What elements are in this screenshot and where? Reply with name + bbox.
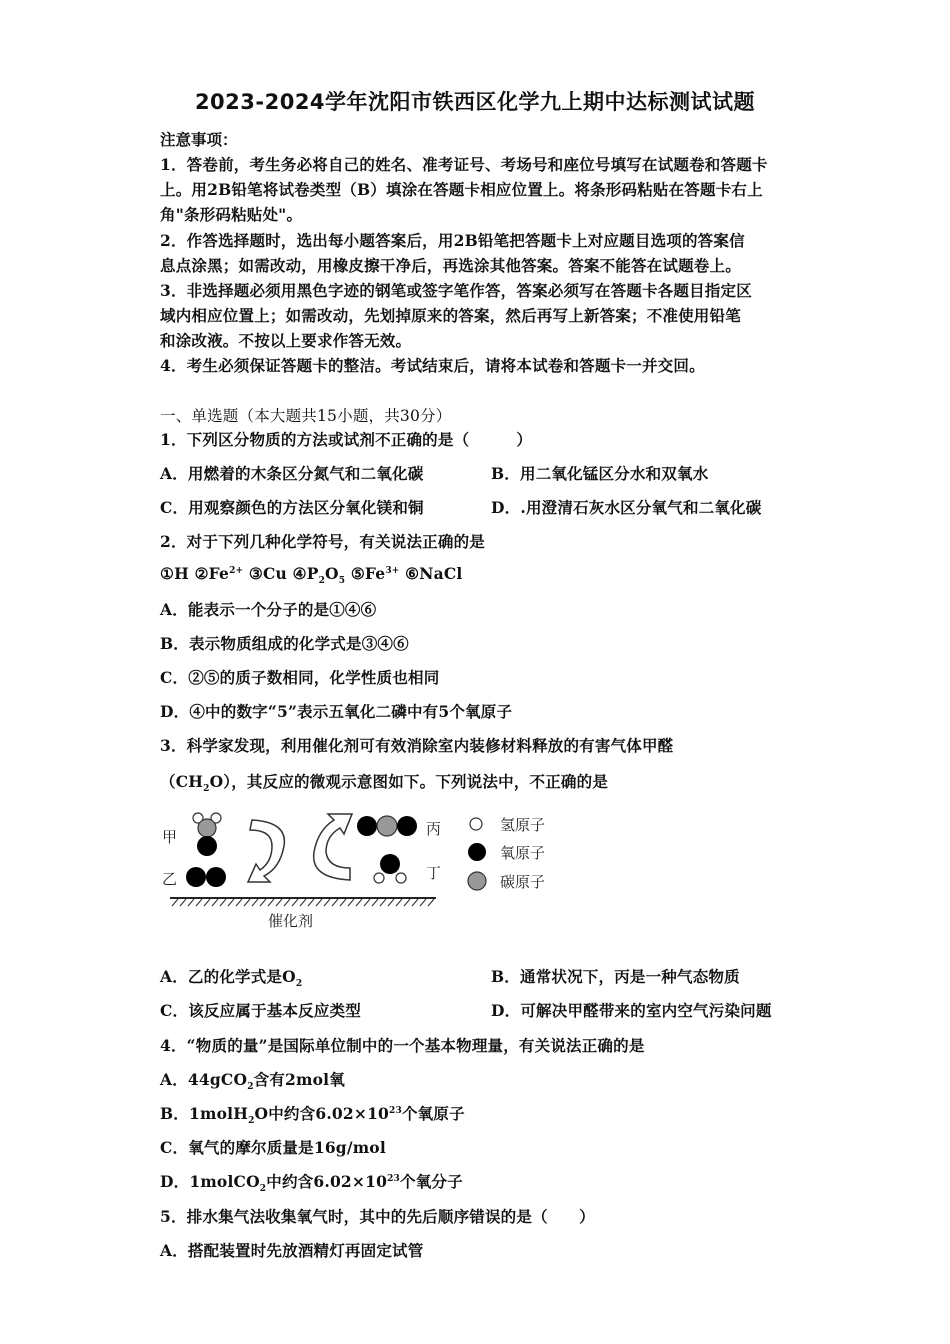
q4-option-c: C．氧气的摩尔质量是16g/mol <box>160 1138 386 1157</box>
legend-hydrogen: 氢原子 <box>500 816 546 834</box>
symbol-5: ⑤Fe <box>350 564 386 583</box>
notice-line-5: 息点涂黑；如需改动，用橡皮擦干净后，再选涂其他答案。答案不能答在试题卷上。 <box>160 256 741 275</box>
label-jia: 甲 <box>162 828 178 846</box>
q1-option-c: C．用观察颜色的方法区分氧化镁和铜 <box>160 498 424 517</box>
symbol-2: ②Fe <box>194 564 230 583</box>
label-bing: 丙 <box>426 820 442 838</box>
q4-option-d: D．1molCO$_2$中约含$6.02\times 10^{23}$个氧分子 <box>160 1172 463 1195</box>
symbol-1: ①H <box>160 564 189 583</box>
q4-option-a: A．44gCO$_2$含有2mol氧 <box>160 1070 345 1093</box>
q4-option-b: B．1molH$_2$O中约含$6.02\times 10^{23}$个氧原子 <box>160 1104 465 1127</box>
notice-line-2: 上。用2B铅笔将试卷类型（B）填涂在答题卡相应位置上。将条形码粘贴在答题卡右上 <box>160 180 763 199</box>
symbol-4: $④P_2O_5$ <box>292 564 346 587</box>
q5-option-a: A．搭配装置时先放酒精灯再固定试管 <box>160 1241 424 1260</box>
symbol-5-charge: 3+ <box>385 565 400 576</box>
notice-line-1: 1．答卷前，考生务必将自己的姓名、准考证号、考场号和座位号填写在试题卷和答题卡 <box>160 155 768 174</box>
curved-arrow-icon-2 <box>314 814 352 880</box>
label-catalyst: 催化剂 <box>268 912 314 930</box>
catalyst-surface <box>170 898 436 906</box>
symbol-6: ⑥NaCl <box>405 564 463 583</box>
label-ding: 丁 <box>426 864 442 882</box>
notice-line-4: 2．作答选择题时，选出每小题答案后，用2B铅笔把答题卡上对应题目选项的答案信 <box>160 231 745 250</box>
section-heading: 一、单选题（本大题共15小题，共30分） <box>160 407 452 425</box>
legend-oxygen: 氧原子 <box>500 844 546 862</box>
q4-stem: 4．“物质的量”是国际单位制中的一个基本物理量，有关说法正确的是 <box>160 1036 645 1055</box>
notice-heading: 注意事项： <box>160 130 238 149</box>
label-yi: 乙 <box>162 870 178 888</box>
legend-oxygen-dot <box>468 843 486 861</box>
symbol-2-charge: 2+ <box>229 565 244 576</box>
q2-option-a: A．能表示一个分子的是①④⑥ <box>160 600 377 619</box>
molecule-yi <box>186 867 226 887</box>
q2-option-b: B．表示物质组成的化学式是③④⑥ <box>160 634 409 653</box>
legend-carbon-dot <box>468 872 486 890</box>
q1-stem: 1．下列区分物质的方法或试剂不正确的是（ ） <box>160 430 533 449</box>
q2-option-c: C．②⑤的质子数相同，化学性质也相同 <box>160 668 440 687</box>
q3-stem-line-1: 3．科学家发现，利用催化剂可有效消除室内装修材料释放的有害气体甲醛 <box>160 736 674 755</box>
symbol-3: ③Cu <box>248 564 288 583</box>
q2-option-d: D．④中的数字“5”表示五氧化二磷中有5个氧原子 <box>160 702 513 721</box>
q3-stem-line-2: $(CH_2O)$，其反应的微观示意图如下。下列说法中，不正确的是 <box>160 772 609 795</box>
molecule-ding <box>374 854 406 883</box>
q1-option-b: B．用二氧化锰区分水和双氧水 <box>491 464 709 483</box>
page-title: 2023-2024学年沈阳市铁西区化学九上期中达标测试试题 <box>194 90 756 114</box>
q3-option-c: C．该反应属于基本反应类型 <box>160 1001 361 1020</box>
q5-stem: 5．排水集气法收集氧气时，其中的先后顺序错误的是（ ） <box>160 1207 595 1226</box>
q1-option-d: D．.用澄清石灰水区分氧气和二氧化碳 <box>491 498 762 517</box>
legend-hydrogen-dot <box>470 818 482 830</box>
q2-symbols <box>160 564 463 586</box>
notice-line-8: 和涂改液。不按以上要求作答无效。 <box>160 331 412 350</box>
q3-option-a: A．乙的化学式是$O_2$ <box>160 967 303 990</box>
reaction-diagram <box>160 806 560 946</box>
q3-option-d: D．可解决甲醛带来的室内空气污染问题 <box>491 1001 772 1020</box>
q2-stem: 2．对于下列几种化学符号，有关说法正确的是 <box>160 532 485 551</box>
notice-line-9: 4．考生必须保证答题卡的整洁。考试结束后，请将本试卷和答题卡一并交回。 <box>160 356 705 375</box>
curved-arrow-icon <box>248 820 284 882</box>
q3-option-b: B．通常状况下，丙是一种气态物质 <box>491 967 740 986</box>
q1-option-a: A．用燃着的木条区分氮气和二氧化碳 <box>160 464 424 483</box>
notice-line-6: 3．非选择题必须用黑色字迹的钢笔或签字笔作答，答案必须写在答题卡各题目指定区 <box>160 281 752 300</box>
legend-carbon: 碳原子 <box>500 873 546 891</box>
notice-line-3: 角"条形码粘贴处"。 <box>160 205 303 224</box>
molecule-jia <box>193 813 221 856</box>
notice-line-7: 域内相应位置上；如需改动，先划掉原来的答案，然后再写上新答案；不准使用铅笔 <box>160 306 741 325</box>
molecule-bing <box>357 816 417 836</box>
